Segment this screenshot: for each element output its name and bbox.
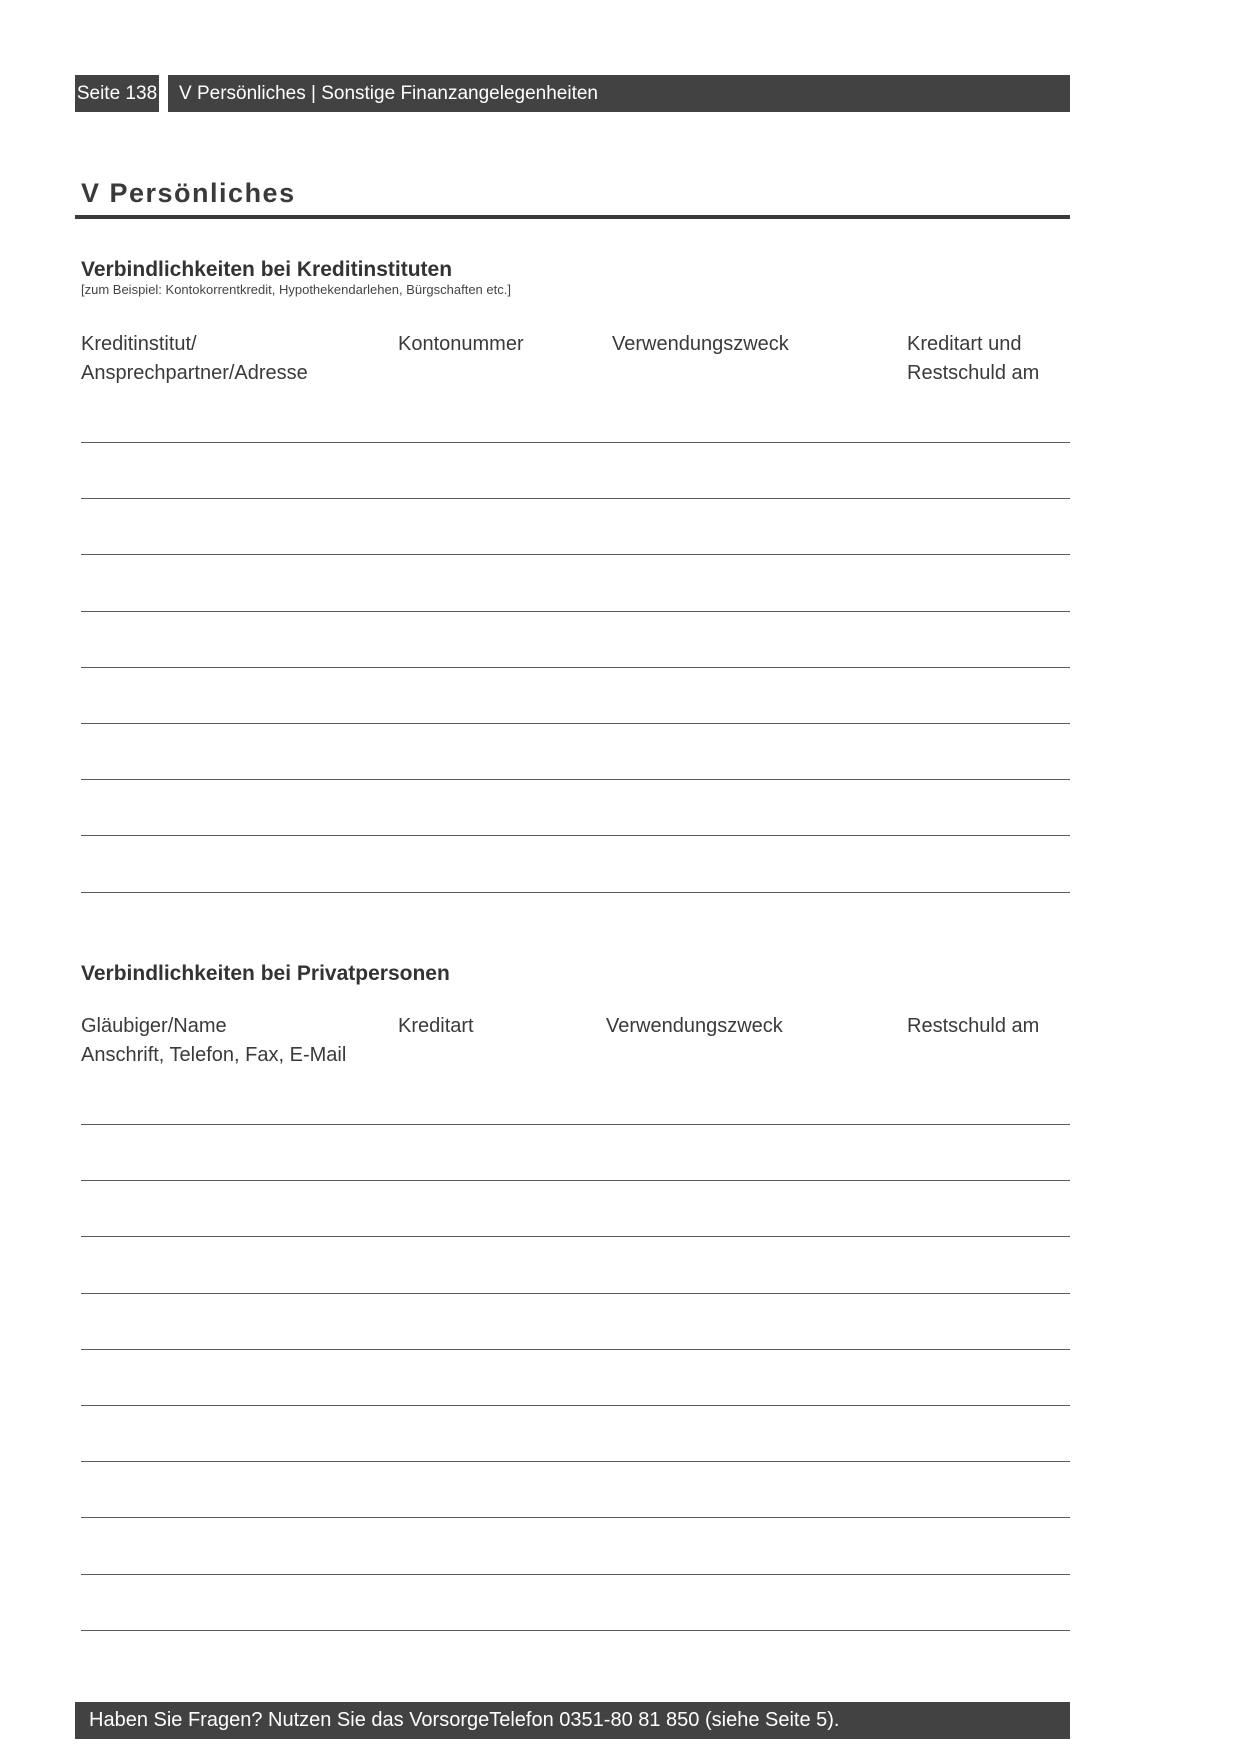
private-col-purpose-line1: Verwendungszweck [606,1015,783,1037]
private-entry-line [81,1405,1070,1406]
private-entry-line [81,1293,1070,1294]
bank-col-balance-line2: Restschuld am [907,362,1040,384]
bank-entry-line [81,442,1070,443]
bank-liabilities-note: [zum Beispiel: Kontokorrentkredit, Hypothekendarlehen, Bürgschaften etc.] [81,282,511,297]
bank-entry-line [81,723,1070,724]
bank-entry-line [81,611,1070,612]
bank-col-creditor-line1: Kreditinstitut/ [81,333,197,355]
private-col-creditor [81,1012,346,1070]
bank-col-purpose [612,330,789,359]
private-entry-line [81,1517,1070,1518]
breadcrumb: V Persönliches | Sonstige Finanzangelegenheiten [168,75,1070,112]
bank-col-creditor-line2: Ansprechpartner/Adresse [81,362,308,384]
private-entry-line [81,1180,1070,1181]
bank-col-purpose-line1: Verwendungszweck [612,333,789,355]
private-entry-line [81,1124,1070,1125]
private-entry-line [81,1630,1070,1631]
bank-col-creditor [81,330,308,388]
private-col-purpose [606,1012,783,1041]
private-col-creditor-line2: Anschrift, Telefon, Fax, E-Mail [81,1044,347,1066]
private-entry-line [81,1461,1070,1462]
bank-entry-line [81,835,1070,836]
private-col-balance [907,1012,1039,1041]
bank-entry-line [81,779,1070,780]
bank-entry-line [81,554,1070,555]
bank-col-account [398,330,524,359]
section-title-rule [75,215,1070,219]
private-entry-line [81,1236,1070,1237]
bank-col-balance-line1: Kreditart und [907,333,1022,355]
private-liabilities-heading: Verbindlichkeiten bei Privatpersonen [81,962,450,985]
private-col-creditor-line1: Gläubiger/Name [81,1015,227,1037]
bank-col-balance [907,330,1039,388]
bank-entry-line [81,667,1070,668]
bank-entry-line [81,498,1070,499]
private-col-loan-type-line1: Kreditart [398,1015,474,1037]
section-title: V Persönliches [81,178,296,208]
private-col-loan-type [398,1012,474,1041]
private-col-balance-line1: Restschuld am [907,1015,1040,1037]
footer-help-bar: Haben Sie Fragen? Nutzen Sie das VorsorgeTelefon 0351-80 81 850 (siehe Seite 5). [75,1702,1070,1739]
bank-col-account-line1: Kontonummer [398,333,524,355]
page-number-badge: Seite 138 [75,75,159,112]
bank-liabilities-heading: Verbindlichkeiten bei Kreditinstituten [81,258,453,281]
bank-entry-line [81,892,1070,893]
private-entry-line [81,1574,1070,1575]
private-entry-line [81,1349,1070,1350]
